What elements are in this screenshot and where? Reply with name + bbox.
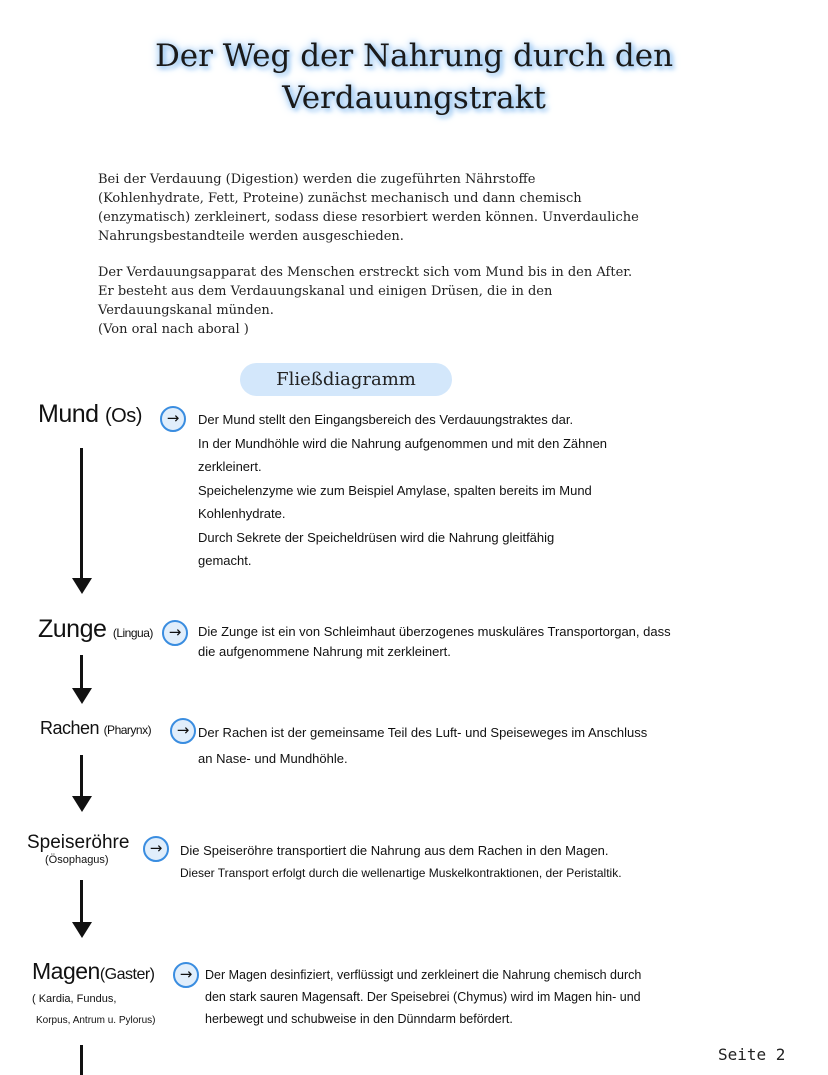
- description-line: Der Rachen ist der gemeinsame Teil des Luft- und Speiseweges im Anschluss: [198, 725, 648, 740]
- intro-line: (Von oral nach aboral ): [98, 322, 249, 337]
- description-line: an Nase- und Mundhöhle.: [198, 751, 348, 766]
- flow-arrow-line: [80, 1045, 83, 1075]
- flow-arrow-head-icon: [72, 578, 92, 594]
- organ-label-rachen: [40, 718, 151, 739]
- description-line: Kohlenhydrate.: [198, 506, 286, 521]
- description-line: Der Mund stellt den Eingangsbereich des Verdauungstraktes dar.: [198, 412, 574, 427]
- intro-line: Der Verdauungsapparat des Menschen erstreckt sich vom Mund bis in den After.: [98, 265, 633, 280]
- organ-latin: (Lingua): [112, 626, 153, 640]
- arrow-right-circle-icon: →: [173, 962, 199, 988]
- organ-label-speiseroehre: [27, 832, 129, 866]
- arrow-right-circle-icon: →: [162, 620, 188, 646]
- description-line: Speichelenzyme wie zum Beispiel Amylase, spalten bereits im Mund: [198, 482, 592, 498]
- organ-latin: (Os): [105, 405, 142, 427]
- organ-name: Zunge: [38, 615, 107, 643]
- flow-arrow-line: [80, 448, 83, 580]
- flow-arrow-line: [80, 880, 83, 925]
- page-title-line-2: Verdauungstrakt: [282, 80, 546, 116]
- organ-label-magen: [32, 958, 155, 985]
- description-line: die aufgenommene Nahrung mit zerkleinert.: [198, 644, 451, 659]
- flow-diagram-heading: Fließdiagramm: [240, 363, 452, 396]
- description-line: Der Magen desinfiziert, verflüssigt und zerkleinert die Nahrung chemisch durch: [205, 968, 642, 982]
- description-line: herbewegt und schubweise in den Dünndarm befördert.: [205, 1012, 513, 1026]
- organ-latin: (Gaster): [99, 966, 155, 983]
- stomach-parts-line: Korpus, Antrum u. Pylorus): [36, 1015, 156, 1026]
- description-line: gemacht.: [198, 553, 252, 568]
- stomach-parts-line: ( Kardia, Fundus,: [32, 993, 117, 1005]
- arrow-right-circle-icon: →: [160, 406, 186, 432]
- intro-line: (enzymatisch) zerkleinert, sodass diese resorbiert werden können. Unverdauliche: [98, 210, 639, 225]
- intro-line: Er besteht aus dem Verdauungskanal und einigen Drüsen, die in den: [98, 284, 553, 299]
- page-title-line-1: Der Weg der Nahrung durch den: [154, 38, 674, 74]
- flow-arrow-head-icon: [72, 688, 92, 704]
- description-line: zerkleinert.: [198, 459, 262, 474]
- description-line: Dieser Transport erfolgt durch die wellenartige Muskelkontraktionen, der Peristaltik.: [180, 866, 622, 880]
- description-magen: [205, 964, 815, 1030]
- stomach-parts: [32, 988, 156, 1032]
- organ-label-zunge: [38, 615, 153, 644]
- intro-line: (Kohlenhydrate, Fett, Proteine) zunächst mechanisch und dann chemisch: [98, 191, 582, 206]
- description-line: den stark sauren Magensaft. Der Speisebrei (Chymus) wird im Magen hin- und: [205, 990, 641, 1004]
- description-line: Die Speiseröhre transportiert die Nahrung aus dem Rachen in den Magen.: [180, 843, 609, 858]
- description-zunge: [198, 622, 808, 662]
- intro-line: Nahrungsbestandteile werden ausgeschieden.: [98, 229, 404, 244]
- flow-arrow-head-icon: [72, 796, 92, 812]
- organ-name: Speiseröhre: [27, 832, 130, 853]
- intro-line: Bei der Verdauung (Digestion) werden die zugeführten Nährstoffe: [98, 172, 536, 187]
- description-speiseroehre: [180, 839, 790, 885]
- flow-arrow-line: [80, 655, 83, 691]
- arrow-right-circle-icon: →: [143, 836, 169, 862]
- organ-label-mund: [38, 400, 142, 429]
- intro-paragraph-1: [98, 170, 738, 246]
- organ-name: Rachen: [40, 718, 100, 738]
- arrow-right-circle-icon: →: [170, 718, 196, 744]
- organ-name: Mund: [38, 400, 99, 428]
- flow-arrow-line: [80, 755, 83, 799]
- description-line: Die Zunge ist ein von Schleimhaut überzogenes muskuläres Transportorgan, dass: [198, 624, 671, 639]
- flow-arrow-head-icon: [72, 922, 92, 938]
- description-line: Durch Sekrete der Speicheldrüsen wird die Nahrung gleitfähig: [198, 529, 555, 545]
- organ-latin: (Pharynx): [103, 723, 152, 737]
- page-number: Seite 2: [718, 1045, 786, 1064]
- organ-name: Magen: [32, 958, 100, 984]
- organ-latin: (Ösophagus): [45, 854, 109, 866]
- description-mund: [198, 408, 808, 573]
- intro-paragraph-2: [98, 263, 738, 339]
- description-line: In der Mundhöhle wird die Nahrung aufgenommen und mit den Zähnen: [198, 435, 608, 451]
- description-rachen: [198, 720, 808, 772]
- intro-line: Verdauungskanal münden.: [98, 303, 274, 318]
